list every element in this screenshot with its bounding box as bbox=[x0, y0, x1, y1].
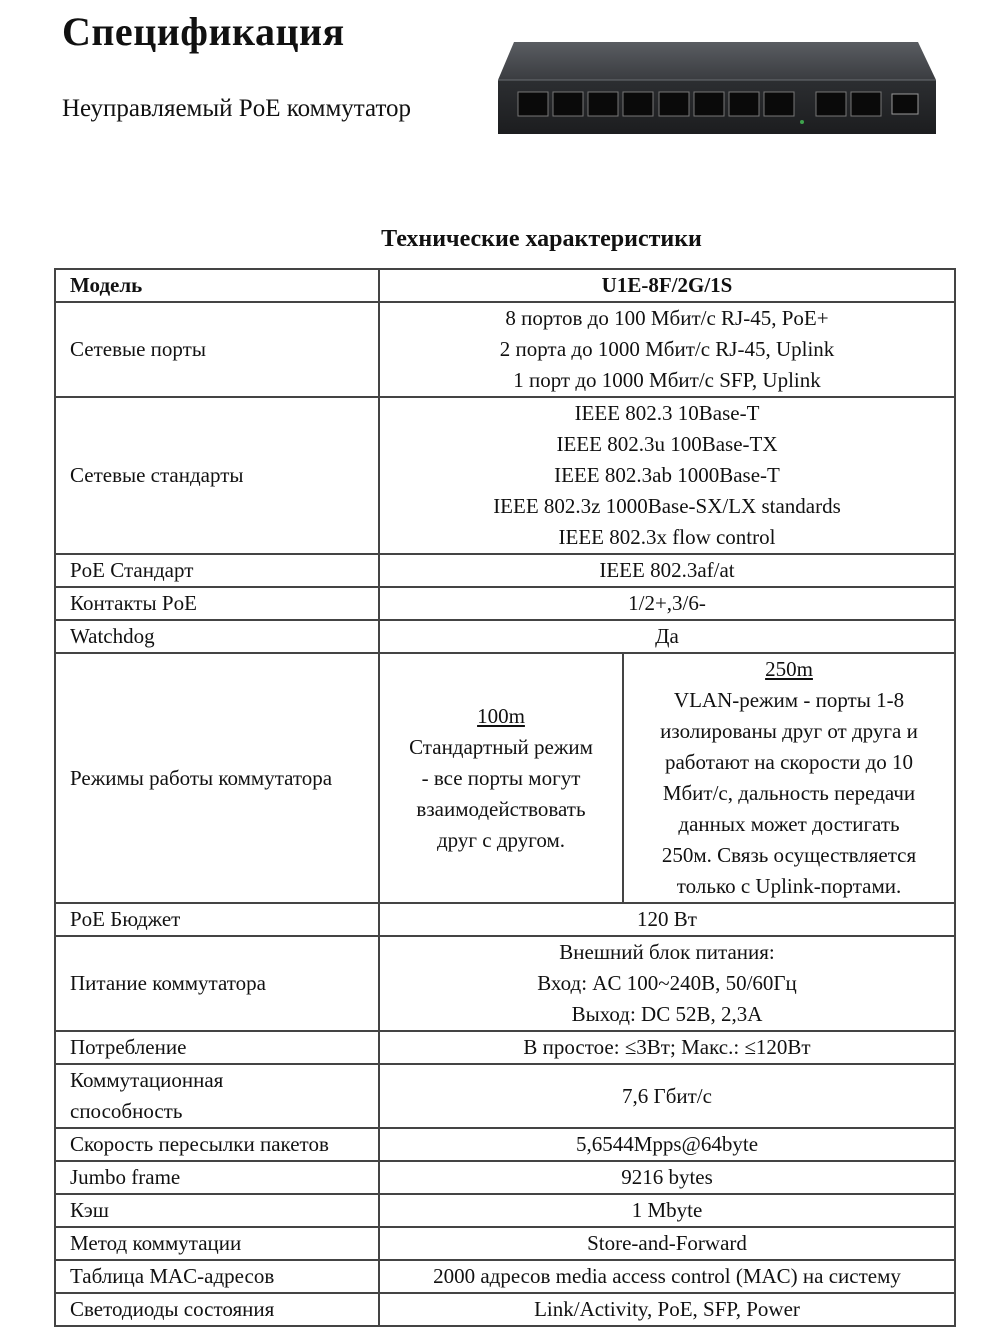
row-value: 9216 bytes bbox=[379, 1161, 955, 1194]
mode-100m-title: 100m bbox=[477, 703, 525, 728]
value-line: 8 портов до 100 Мбит/с RJ-45, PoE+ bbox=[505, 306, 829, 330]
row-leds bbox=[55, 1293, 955, 1326]
row-key: Кэш bbox=[55, 1194, 379, 1227]
row-value: 1/2+,3/6- bbox=[379, 587, 955, 620]
row-key: PoE Бюджет bbox=[55, 903, 379, 936]
mode-250m-cell bbox=[623, 653, 955, 903]
value-line: 1 порт до 1000 Мбит/с SFP, Uplink bbox=[513, 368, 821, 392]
row-switching-capacity bbox=[55, 1064, 955, 1128]
row-key: Таблица MAC-адресов bbox=[55, 1260, 379, 1293]
row-key: Метод коммутации bbox=[55, 1227, 379, 1260]
row-value: 120 Вт bbox=[379, 903, 955, 936]
row-consumption bbox=[55, 1031, 955, 1064]
value-line: только с Uplink-портами. bbox=[676, 874, 902, 898]
row-poe-standard bbox=[55, 554, 955, 587]
row-key: Watchdog bbox=[55, 620, 379, 653]
row-value: Да bbox=[379, 620, 955, 653]
row-poe-contacts bbox=[55, 587, 955, 620]
spec-table bbox=[54, 268, 956, 1327]
row-key: Питание коммутатора bbox=[55, 936, 379, 1031]
row-key bbox=[55, 1064, 379, 1128]
row-watchdog bbox=[55, 620, 955, 653]
row-power bbox=[55, 936, 955, 1031]
mode-250m-title: 250m bbox=[765, 657, 813, 681]
row-switching-method bbox=[55, 1227, 955, 1260]
row-value: IEEE 802.3af/at bbox=[379, 554, 955, 587]
value-line: - все порты могут bbox=[421, 765, 581, 790]
key-line: Коммутационная bbox=[70, 1068, 224, 1092]
header-key: Модель bbox=[55, 269, 379, 302]
value-line: 250м. Связь осуществляется bbox=[661, 843, 917, 867]
value-line: IEEE 802.3ab 1000Base-T bbox=[554, 463, 780, 487]
value-line: Мбит/с, дальность передачи bbox=[662, 781, 916, 805]
header-value: U1E-8F/2G/1S bbox=[379, 269, 955, 302]
row-value: Link/Activity, PoE, SFP, Power bbox=[379, 1293, 955, 1326]
value-line: IEEE 802.3 10Base-T bbox=[574, 401, 760, 425]
value-line: VLAN-режим - порты 1-8 bbox=[673, 688, 905, 712]
row-switch-modes bbox=[55, 653, 955, 903]
row-network-ports bbox=[55, 302, 955, 397]
value-line: друг с другом. bbox=[437, 827, 565, 852]
switch-device-image bbox=[496, 40, 936, 136]
row-key: Режимы работы коммутатора bbox=[55, 653, 379, 903]
row-key: Сетевые стандарты bbox=[55, 397, 379, 554]
row-forwarding-rate bbox=[55, 1128, 955, 1161]
row-key: Потребление bbox=[55, 1031, 379, 1064]
row-key: PoE Стандарт bbox=[55, 554, 379, 587]
row-value: 2000 адресов media access control (MAC) на систему bbox=[379, 1260, 955, 1293]
row-value: 1 Mbyte bbox=[379, 1194, 955, 1227]
row-key: Jumbo frame bbox=[55, 1161, 379, 1194]
row-key: Сетевые порты bbox=[55, 302, 379, 397]
value-line: взаимодействовать bbox=[416, 796, 586, 821]
row-key: Контакты PoE bbox=[55, 587, 379, 620]
row-value bbox=[379, 302, 955, 397]
row-network-standards bbox=[55, 397, 955, 554]
row-key: Светодиоды состояния bbox=[55, 1293, 379, 1326]
row-value bbox=[379, 397, 955, 554]
key-line: способность bbox=[70, 1099, 183, 1123]
row-value: В простое: ≤3Вт; Макс.: ≤120Вт bbox=[379, 1031, 955, 1064]
row-mac-table bbox=[55, 1260, 955, 1293]
value-line: Выход: DC 52В, 2,3А bbox=[571, 1002, 763, 1026]
table-header-row bbox=[55, 269, 955, 302]
row-key: Скорость пересылки пакетов bbox=[55, 1128, 379, 1161]
row-jumbo-frame bbox=[55, 1161, 955, 1194]
value-line: 2 порта до 1000 Мбит/с RJ-45, Uplink bbox=[499, 337, 835, 361]
value-line: изолированы друг от друга и bbox=[660, 719, 918, 743]
mode-100m-cell bbox=[379, 653, 623, 903]
row-cache bbox=[55, 1194, 955, 1227]
value-line: IEEE 802.3z 1000Base-SX/LX standards bbox=[493, 494, 841, 518]
sfp-port bbox=[892, 94, 918, 114]
row-value: 7,6 Гбит/с bbox=[379, 1064, 955, 1128]
value-line: данных может достигать bbox=[678, 812, 900, 836]
value-line: Внешний блок питания: bbox=[559, 940, 775, 964]
row-value: Store-and-Forward bbox=[379, 1227, 955, 1260]
row-value bbox=[379, 936, 955, 1031]
row-poe-budget bbox=[55, 903, 955, 936]
section-heading: Технические характеристики bbox=[381, 226, 702, 252]
product-subtitle: Неуправляемый PoE коммутатор bbox=[62, 95, 412, 122]
value-line: работают на скорости до 10 bbox=[664, 750, 914, 774]
value-line: Вход: AC 100~240В, 50/60Гц bbox=[537, 971, 797, 995]
value-line: IEEE 802.3u 100Base-TX bbox=[556, 432, 778, 456]
value-line: Стандартный режим bbox=[409, 734, 593, 759]
value-line: IEEE 802.3x flow control bbox=[558, 525, 776, 549]
page-title: Спецификация bbox=[62, 9, 345, 54]
row-value: 5,6544Mpps@64byte bbox=[379, 1128, 955, 1161]
